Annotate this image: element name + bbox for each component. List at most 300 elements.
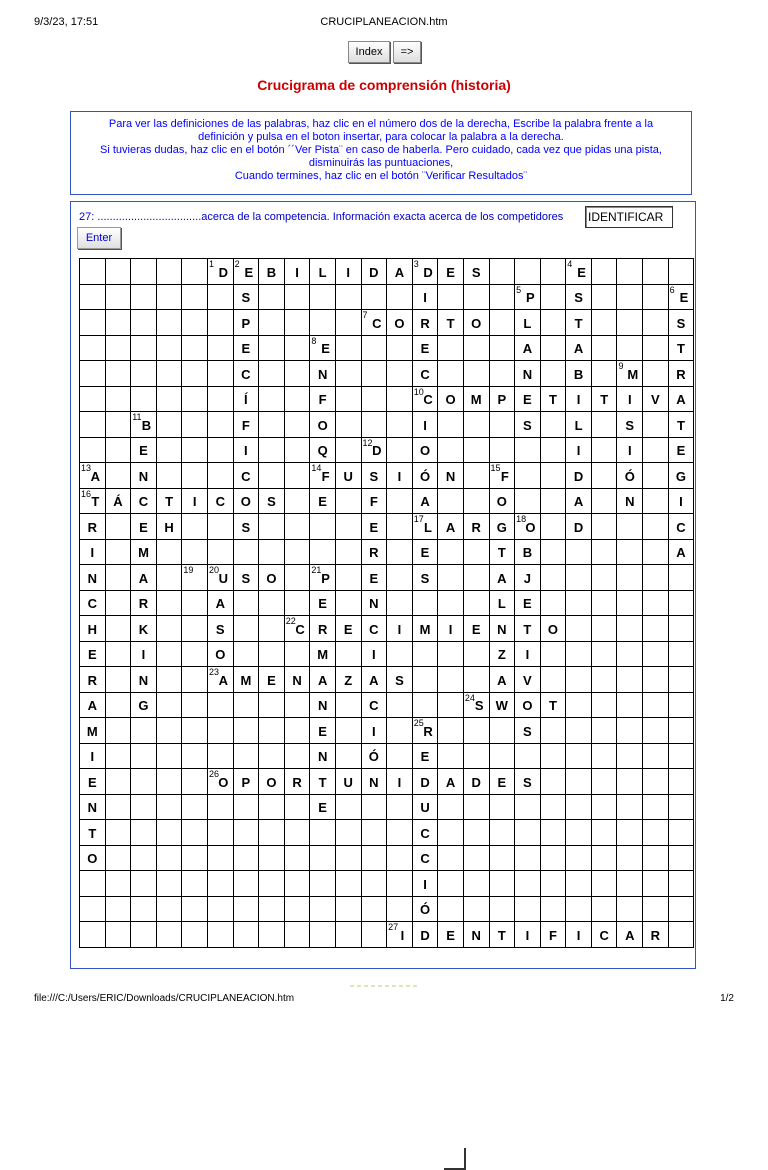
clue-number[interactable]: 13: [81, 463, 92, 473]
grid-cell[interactable]: [259, 361, 285, 387]
grid-cell[interactable]: [387, 871, 413, 897]
grid-cell[interactable]: [489, 718, 515, 744]
clue-number[interactable]: 8: [311, 335, 317, 346]
grid-cell[interactable]: [566, 284, 592, 310]
grid-cell[interactable]: [489, 820, 515, 846]
grid-cell[interactable]: [310, 259, 336, 285]
grid-cell[interactable]: [310, 718, 336, 744]
grid-cell[interactable]: [310, 641, 336, 667]
grid-cell[interactable]: [310, 463, 336, 489]
clue-number[interactable]: 1: [208, 259, 214, 269]
grid-cell[interactable]: [617, 616, 643, 642]
grid-cell[interactable]: [361, 922, 387, 948]
grid-cell[interactable]: [515, 284, 541, 310]
grid-cell[interactable]: [643, 871, 669, 897]
grid-cell[interactable]: [617, 718, 643, 744]
grid-cell[interactable]: [182, 590, 208, 616]
grid-cell[interactable]: [361, 412, 387, 438]
grid-cell[interactable]: [540, 259, 566, 285]
grid-cell[interactable]: [259, 769, 285, 795]
grid-cell[interactable]: [643, 922, 669, 948]
grid-cell[interactable]: [310, 284, 336, 310]
grid-cell[interactable]: [463, 769, 489, 795]
grid-cell[interactable]: [284, 616, 310, 642]
grid-cell[interactable]: [643, 488, 669, 514]
grid-cell[interactable]: [540, 794, 566, 820]
grid-cell[interactable]: [387, 667, 413, 693]
grid-cell[interactable]: [591, 641, 617, 667]
grid-cell[interactable]: [515, 437, 541, 463]
grid-cell[interactable]: [310, 871, 336, 897]
grid-cell[interactable]: [131, 386, 157, 412]
grid-cell[interactable]: [284, 743, 310, 769]
grid-cell[interactable]: [335, 922, 361, 948]
grid-cell[interactable]: [284, 871, 310, 897]
grid-cell[interactable]: [412, 590, 438, 616]
grid-cell[interactable]: [668, 641, 694, 667]
grid-cell[interactable]: [105, 590, 131, 616]
grid-cell[interactable]: [643, 769, 669, 795]
grid-cell[interactable]: [284, 641, 310, 667]
grid-cell[interactable]: [515, 718, 541, 744]
grid-cell[interactable]: [80, 692, 106, 718]
grid-cell[interactable]: [335, 386, 361, 412]
grid-cell[interactable]: [566, 310, 592, 336]
grid-cell[interactable]: [105, 565, 131, 591]
grid-cell[interactable]: [131, 590, 157, 616]
grid-cell[interactable]: [566, 361, 592, 387]
grid-cell[interactable]: [438, 463, 464, 489]
grid-cell[interactable]: [259, 565, 285, 591]
grid-cell[interactable]: [80, 896, 106, 922]
grid-cell[interactable]: [233, 412, 259, 438]
grid-cell[interactable]: [182, 514, 208, 540]
grid-cell[interactable]: [540, 667, 566, 693]
grid-cell[interactable]: [463, 539, 489, 565]
grid-cell[interactable]: [515, 539, 541, 565]
grid-cell[interactable]: [668, 871, 694, 897]
grid-cell[interactable]: [207, 616, 233, 642]
grid-cell[interactable]: [233, 565, 259, 591]
grid-cell[interactable]: [438, 310, 464, 336]
grid-cell[interactable]: [233, 488, 259, 514]
grid-cell[interactable]: [387, 463, 413, 489]
grid-cell[interactable]: [463, 463, 489, 489]
grid-cell[interactable]: [105, 488, 131, 514]
grid-cell[interactable]: [566, 437, 592, 463]
grid-cell[interactable]: [131, 845, 157, 871]
grid-cell[interactable]: [361, 769, 387, 795]
grid-cell[interactable]: [591, 820, 617, 846]
grid-cell[interactable]: [335, 896, 361, 922]
grid-cell[interactable]: [643, 565, 669, 591]
grid-cell[interactable]: [463, 335, 489, 361]
grid-cell[interactable]: [617, 743, 643, 769]
clue-number[interactable]: 22: [285, 616, 296, 626]
grid-cell[interactable]: [566, 463, 592, 489]
grid-cell[interactable]: [131, 488, 157, 514]
grid-cell[interactable]: [438, 335, 464, 361]
grid-cell[interactable]: [105, 794, 131, 820]
grid-cell[interactable]: [156, 590, 182, 616]
grid-cell[interactable]: [156, 335, 182, 361]
grid-cell[interactable]: [335, 743, 361, 769]
grid-cell[interactable]: [617, 284, 643, 310]
grid-cell[interactable]: [182, 794, 208, 820]
grid-cell[interactable]: [540, 386, 566, 412]
grid-cell[interactable]: [412, 845, 438, 871]
clue-number[interactable]: 9: [618, 361, 624, 371]
grid-cell[interactable]: [105, 284, 131, 310]
grid-cell[interactable]: [80, 820, 106, 846]
grid-cell[interactable]: [412, 259, 438, 285]
grid-cell[interactable]: [310, 794, 336, 820]
grid-cell[interactable]: [80, 667, 106, 693]
grid-cell[interactable]: [310, 386, 336, 412]
grid-cell[interactable]: [668, 845, 694, 871]
grid-cell[interactable]: [617, 488, 643, 514]
grid-cell[interactable]: [643, 641, 669, 667]
grid-cell[interactable]: [412, 386, 438, 412]
grid-cell[interactable]: [643, 590, 669, 616]
grid-cell[interactable]: [668, 692, 694, 718]
grid-cell[interactable]: [259, 641, 285, 667]
grid-cell[interactable]: [463, 259, 489, 285]
grid-cell[interactable]: [182, 667, 208, 693]
clue-number[interactable]: 7: [362, 310, 368, 320]
grid-cell[interactable]: [156, 871, 182, 897]
grid-cell[interactable]: [617, 386, 643, 412]
clue-number[interactable]: 20: [208, 565, 219, 575]
grid-cell[interactable]: [617, 896, 643, 922]
grid-cell[interactable]: [617, 463, 643, 489]
grid-cell[interactable]: [463, 641, 489, 667]
grid-cell[interactable]: [105, 463, 131, 489]
grid-cell[interactable]: [540, 514, 566, 540]
enter-button[interactable]: Enter: [77, 227, 121, 249]
grid-cell[interactable]: [284, 769, 310, 795]
grid-cell[interactable]: [156, 488, 182, 514]
grid-cell[interactable]: [80, 845, 106, 871]
grid-cell[interactable]: [643, 667, 669, 693]
grid-cell[interactable]: [489, 361, 515, 387]
grid-cell[interactable]: [156, 310, 182, 336]
grid-cell[interactable]: [310, 488, 336, 514]
grid-cell[interactable]: [591, 386, 617, 412]
grid-cell[interactable]: [463, 922, 489, 948]
grid-cell[interactable]: [131, 259, 157, 285]
grid-cell[interactable]: [668, 361, 694, 387]
grid-cell[interactable]: [387, 590, 413, 616]
grid-cell[interactable]: [489, 259, 515, 285]
grid-cell[interactable]: [259, 692, 285, 718]
grid-cell[interactable]: [540, 743, 566, 769]
grid-cell[interactable]: [591, 259, 617, 285]
grid-cell[interactable]: [668, 590, 694, 616]
grid-cell[interactable]: [310, 361, 336, 387]
grid-cell[interactable]: [233, 259, 259, 285]
grid-cell[interactable]: [207, 922, 233, 948]
grid-cell[interactable]: [207, 667, 233, 693]
grid-cell[interactable]: [540, 437, 566, 463]
grid-cell[interactable]: [540, 692, 566, 718]
grid-cell[interactable]: [591, 718, 617, 744]
grid-cell[interactable]: [540, 310, 566, 336]
grid-cell[interactable]: [335, 616, 361, 642]
grid-cell[interactable]: [463, 590, 489, 616]
index-button[interactable]: Index: [348, 41, 390, 63]
grid-cell[interactable]: [310, 896, 336, 922]
grid-cell[interactable]: [617, 335, 643, 361]
grid-cell[interactable]: [387, 488, 413, 514]
grid-cell[interactable]: [105, 335, 131, 361]
grid-cell[interactable]: [284, 386, 310, 412]
grid-cell[interactable]: [617, 667, 643, 693]
grid-cell[interactable]: [182, 259, 208, 285]
grid-cell[interactable]: [156, 922, 182, 948]
grid-cell[interactable]: [463, 718, 489, 744]
grid-cell[interactable]: [233, 335, 259, 361]
grid-cell[interactable]: [105, 922, 131, 948]
grid-cell[interactable]: [207, 590, 233, 616]
grid-cell[interactable]: [259, 820, 285, 846]
grid-cell[interactable]: [489, 616, 515, 642]
grid-cell[interactable]: [182, 463, 208, 489]
grid-cell[interactable]: [259, 259, 285, 285]
grid-cell[interactable]: [515, 616, 541, 642]
grid-cell[interactable]: [643, 361, 669, 387]
grid-cell[interactable]: [105, 412, 131, 438]
grid-cell[interactable]: [335, 539, 361, 565]
grid-cell[interactable]: [80, 743, 106, 769]
grid-cell[interactable]: [591, 463, 617, 489]
grid-cell[interactable]: [80, 590, 106, 616]
grid-cell[interactable]: [182, 310, 208, 336]
grid-cell[interactable]: [463, 667, 489, 693]
grid-cell[interactable]: [361, 284, 387, 310]
grid-cell[interactable]: [438, 386, 464, 412]
grid-cell[interactable]: [80, 488, 106, 514]
grid-cell[interactable]: [361, 590, 387, 616]
grid-cell[interactable]: [617, 692, 643, 718]
grid-cell[interactable]: [540, 718, 566, 744]
grid-cell[interactable]: [105, 896, 131, 922]
grid-cell[interactable]: [438, 871, 464, 897]
grid-cell[interactable]: [540, 335, 566, 361]
grid-cell[interactable]: [566, 412, 592, 438]
grid-cell[interactable]: [131, 565, 157, 591]
grid-cell[interactable]: [207, 718, 233, 744]
grid-cell[interactable]: [131, 871, 157, 897]
verify-button[interactable]: [444, 1148, 466, 1170]
grid-cell[interactable]: [361, 259, 387, 285]
grid-cell[interactable]: [489, 871, 515, 897]
grid-cell[interactable]: [566, 590, 592, 616]
grid-cell[interactable]: [412, 565, 438, 591]
grid-cell[interactable]: [515, 488, 541, 514]
grid-cell[interactable]: [617, 259, 643, 285]
grid-cell[interactable]: [668, 616, 694, 642]
grid-cell[interactable]: [182, 845, 208, 871]
grid-cell[interactable]: [80, 769, 106, 795]
grid-cell[interactable]: [156, 616, 182, 642]
grid-cell[interactable]: [540, 896, 566, 922]
grid-cell[interactable]: [105, 539, 131, 565]
grid-cell[interactable]: [207, 361, 233, 387]
grid-cell[interactable]: [643, 616, 669, 642]
grid-cell[interactable]: [643, 335, 669, 361]
grid-cell[interactable]: [182, 488, 208, 514]
grid-cell[interactable]: [515, 845, 541, 871]
grid-cell[interactable]: [156, 718, 182, 744]
grid-cell[interactable]: [387, 794, 413, 820]
grid-cell[interactable]: [80, 412, 106, 438]
grid-cell[interactable]: [131, 922, 157, 948]
grid-cell[interactable]: [182, 335, 208, 361]
grid-cell[interactable]: [489, 514, 515, 540]
grid-cell[interactable]: [361, 386, 387, 412]
grid-cell[interactable]: [540, 565, 566, 591]
grid-cell[interactable]: [80, 335, 106, 361]
grid-cell[interactable]: [105, 743, 131, 769]
grid-cell[interactable]: [233, 284, 259, 310]
grid-cell[interactable]: [617, 794, 643, 820]
grid-cell[interactable]: [387, 310, 413, 336]
grid-cell[interactable]: [489, 794, 515, 820]
grid-cell[interactable]: [335, 718, 361, 744]
grid-cell[interactable]: [335, 412, 361, 438]
grid-cell[interactable]: [566, 871, 592, 897]
grid-cell[interactable]: [412, 437, 438, 463]
grid-cell[interactable]: [438, 361, 464, 387]
grid-cell[interactable]: [540, 922, 566, 948]
grid-cell[interactable]: [182, 412, 208, 438]
grid-cell[interactable]: [515, 641, 541, 667]
grid-cell[interactable]: [310, 412, 336, 438]
grid-cell[interactable]: [412, 310, 438, 336]
grid-cell[interactable]: [310, 667, 336, 693]
grid-cell[interactable]: [335, 871, 361, 897]
grid-cell[interactable]: [540, 845, 566, 871]
grid-cell[interactable]: [310, 310, 336, 336]
grid-cell[interactable]: [284, 310, 310, 336]
grid-cell[interactable]: [412, 820, 438, 846]
grid-cell[interactable]: [335, 310, 361, 336]
grid-cell[interactable]: [182, 284, 208, 310]
grid-cell[interactable]: [540, 284, 566, 310]
grid-cell[interactable]: [335, 641, 361, 667]
grid-cell[interactable]: [463, 871, 489, 897]
grid-cell[interactable]: [131, 284, 157, 310]
grid-cell[interactable]: [387, 922, 413, 948]
grid-cell[interactable]: [182, 896, 208, 922]
grid-cell[interactable]: [668, 820, 694, 846]
grid-cell[interactable]: [131, 743, 157, 769]
grid-cell[interactable]: [463, 692, 489, 718]
grid-cell[interactable]: [438, 794, 464, 820]
grid-cell[interactable]: [284, 692, 310, 718]
grid-cell[interactable]: [617, 514, 643, 540]
grid-cell[interactable]: [566, 386, 592, 412]
grid-cell[interactable]: [438, 922, 464, 948]
grid-cell[interactable]: [412, 718, 438, 744]
grid-cell[interactable]: [515, 590, 541, 616]
grid-cell[interactable]: [489, 437, 515, 463]
grid-cell[interactable]: [207, 845, 233, 871]
clue-number[interactable]: 14: [311, 463, 322, 473]
grid-cell[interactable]: [566, 335, 592, 361]
grid-cell[interactable]: [80, 616, 106, 642]
grid-cell[interactable]: [233, 437, 259, 463]
grid-cell[interactable]: [591, 667, 617, 693]
grid-cell[interactable]: [643, 820, 669, 846]
grid-cell[interactable]: [284, 539, 310, 565]
grid-cell[interactable]: [284, 514, 310, 540]
grid-cell[interactable]: [515, 335, 541, 361]
grid-cell[interactable]: [182, 718, 208, 744]
grid-cell[interactable]: [259, 667, 285, 693]
grid-cell[interactable]: [182, 743, 208, 769]
grid-cell[interactable]: [489, 922, 515, 948]
grid-cell[interactable]: [284, 259, 310, 285]
grid-cell[interactable]: [284, 284, 310, 310]
grid-cell[interactable]: [310, 590, 336, 616]
grid-cell[interactable]: [412, 335, 438, 361]
grid-cell[interactable]: [617, 820, 643, 846]
grid-cell[interactable]: [207, 488, 233, 514]
grid-cell[interactable]: [643, 310, 669, 336]
grid-cell[interactable]: [335, 692, 361, 718]
grid-cell[interactable]: [259, 718, 285, 744]
grid-cell[interactable]: [233, 641, 259, 667]
grid-cell[interactable]: [540, 590, 566, 616]
grid-cell[interactable]: [438, 590, 464, 616]
grid-cell[interactable]: [335, 845, 361, 871]
grid-cell[interactable]: [259, 514, 285, 540]
grid-cell[interactable]: [284, 361, 310, 387]
grid-cell[interactable]: [643, 514, 669, 540]
grid-cell[interactable]: [259, 871, 285, 897]
grid-cell[interactable]: [207, 794, 233, 820]
grid-cell[interactable]: [335, 769, 361, 795]
grid-cell[interactable]: [668, 310, 694, 336]
grid-cell[interactable]: [361, 845, 387, 871]
grid-cell[interactable]: [310, 514, 336, 540]
grid-cell[interactable]: [361, 896, 387, 922]
grid-cell[interactable]: [387, 361, 413, 387]
grid-cell[interactable]: [463, 820, 489, 846]
grid-cell[interactable]: [591, 514, 617, 540]
grid-cell[interactable]: [412, 871, 438, 897]
grid-cell[interactable]: [131, 463, 157, 489]
grid-cell[interactable]: [515, 896, 541, 922]
grid-cell[interactable]: [643, 896, 669, 922]
grid-cell[interactable]: [233, 310, 259, 336]
grid-cell[interactable]: [207, 871, 233, 897]
grid-cell[interactable]: [284, 667, 310, 693]
grid-cell[interactable]: [284, 820, 310, 846]
grid-cell[interactable]: [182, 616, 208, 642]
grid-cell[interactable]: [591, 871, 617, 897]
grid-cell[interactable]: [412, 896, 438, 922]
grid-cell[interactable]: [131, 616, 157, 642]
grid-cell[interactable]: [668, 437, 694, 463]
grid-cell[interactable]: [259, 743, 285, 769]
grid-cell[interactable]: [387, 845, 413, 871]
grid-cell[interactable]: [182, 565, 208, 591]
grid-cell[interactable]: [643, 718, 669, 744]
grid-cell[interactable]: [156, 514, 182, 540]
